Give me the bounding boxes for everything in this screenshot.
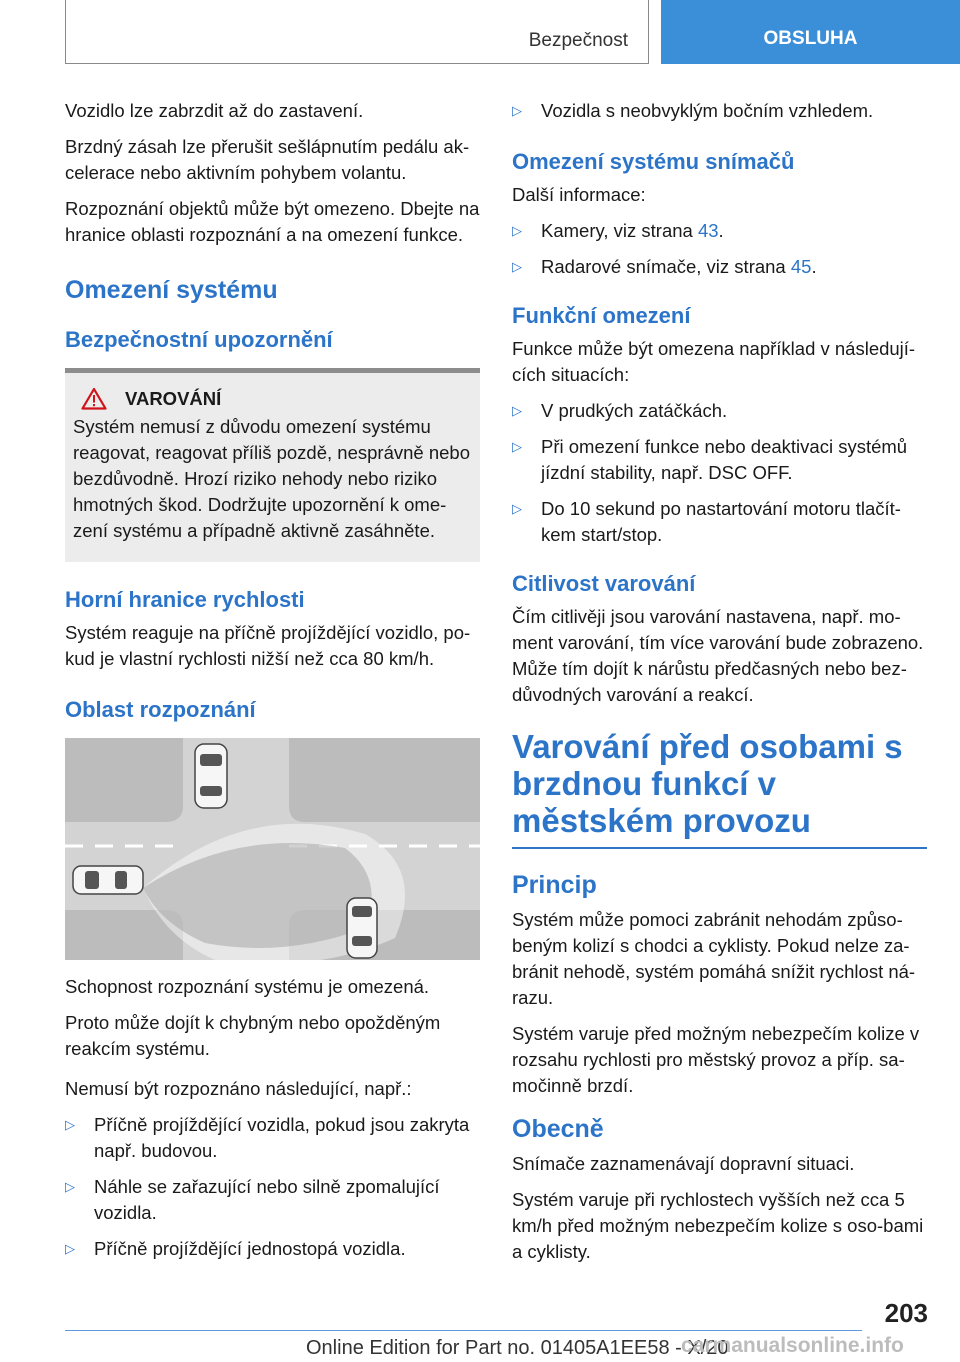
heading-pedestrian-warning: Varování před osobami s brzdnou funkcí v městském provozu <box>512 728 903 839</box>
heading-speed-limit: Horní hranice rychlosti <box>65 587 305 612</box>
heading-functional-limits: Funkční omezení <box>512 303 691 328</box>
triangle-bullet-icon: ▷ <box>65 1241 75 1256</box>
warning-title: VAROVÁNÍ <box>125 387 222 409</box>
heading-sensor-limits: Omezení systému snímačů <box>512 149 795 174</box>
left-column <box>65 98 480 1272</box>
paragraph: Proto může dojít k chybným nebo opožděným reakcím systému. <box>65 1012 441 1059</box>
warning-text: Systém nemusí z důvodu omezení systému reagovat, reagovat příliš pozdě, nesprávně nebo bezdůvodně. Hrozí riziko nehody nebo riziko hmotných škod. Dodržujte upozornění k ome-zení systému a případně aktivně zasáhněte. <box>73 416 470 541</box>
paragraph: Funkce může být omezena například v následují-cích situacích: <box>512 338 916 385</box>
triangle-bullet-icon: ▷ <box>512 103 522 118</box>
list-item: ▷ Příčně projíždějící jednostopá vozidla. <box>65 1236 480 1262</box>
paragraph: Čím citlivěji jsou varování nastavena, např. mo-ment varování, tím více varování bude zobrazeno. Může tím dojít k nárůstu předčasných nebo bez-důvodných varování a reakcí. <box>512 606 924 705</box>
triangle-bullet-icon: ▷ <box>65 1179 75 1194</box>
heading-system-limits: Omezení systému <box>65 276 278 304</box>
heading-safety-notes: Bezpečnostní upozornění <box>65 327 333 352</box>
warning-box <box>65 368 480 562</box>
list-item: ▷ V prudkých zatáčkách. <box>512 398 927 424</box>
right-column <box>512 98 927 1275</box>
heading-rule <box>512 847 927 849</box>
triangle-bullet-icon: ▷ <box>512 439 522 454</box>
paragraph: Systém varuje před možným nebezpečím kolize v rozsahu rychlosti pro městský provoz a příp. sa-močinně brzdí. <box>512 1023 920 1096</box>
section-title: Bezpečnost <box>528 30 628 51</box>
list-item: ▷ Do 10 sekund po nastartování motoru tlačít-kem start/stop. <box>512 498 901 545</box>
list-item: ▷ Vozidla s neobvyklým bočním vzhledem. <box>512 98 927 124</box>
warning-header <box>73 387 472 410</box>
paragraph: Systém varuje při rychlostech vyšších než cca 5 km/h před možným nebezpečím kolize s oso-bami a cyklisty. <box>512 1189 924 1262</box>
continued-list <box>512 98 927 124</box>
header-section-box <box>65 0 649 64</box>
paragraph: Systém reaguje na příčně projíždějící vozidlo, po-kud je vlastní rychlosti nižší než cca 80 km/h. <box>65 622 471 669</box>
triangle-bullet-icon: ▷ <box>512 223 522 238</box>
edition-text: Online Edition for Part no. 01405A1EE58 - X/20 <box>306 1337 729 1359</box>
triangle-bullet-icon: ▷ <box>512 403 522 418</box>
watermark: carmanualsonline.info <box>681 1334 904 1357</box>
sensor-list <box>512 218 927 280</box>
heading-warning-sensitivity: Citlivost varování <box>512 571 696 596</box>
paragraph: Rozpoznání objektů může být omezeno. Dbejte na hranice oblasti rozpoznání a na omezení funkce. <box>65 198 480 245</box>
paragraph: Vozidlo lze zabrzdit až do zastavení. <box>65 100 364 121</box>
page-link-45[interactable]: 45 <box>790 256 812 277</box>
heading-detection-area: Oblast rozpoznání <box>65 697 256 722</box>
paragraph: Nemusí být rozpoznáno následující, např.: <box>65 1078 412 1099</box>
triangle-bullet-icon: ▷ <box>65 1117 75 1132</box>
triangle-bullet-icon: ▷ <box>512 259 522 274</box>
functional-limits-list <box>512 398 927 548</box>
paragraph: Snímače zaznamenávají dopravní situaci. <box>512 1153 855 1174</box>
paragraph: Systém může pomoci zabránit nehodám způso-beným kolizí s chodci a cyklisty. Pokud nelze za-bránit nehodě, systém pomáhá snížit rychlost ná-razu. <box>512 909 916 1008</box>
page-link-43[interactable]: 43 <box>697 220 719 241</box>
paragraph: Další informace: <box>512 184 646 205</box>
heading-general: Obecně <box>512 1115 604 1143</box>
page-number: 203 <box>884 1298 928 1328</box>
list-item: ▷ Náhle se zařazující nebo silně zpomalující vozidla. <box>65 1176 440 1223</box>
list-item: ▷ Příčně projíždějící vozidla, pokud jsou zakryta např. budovou. <box>65 1114 470 1161</box>
chapter-tab: OBSLUHA <box>661 0 960 64</box>
paragraph: Schopnost rozpoznání systému je omezená. <box>65 976 430 997</box>
detection-limits-list <box>65 1112 480 1262</box>
list-item: ▷ Při omezení funkce nebo deaktivaci systémů jízdní stability, např. DSC OFF. <box>512 436 908 483</box>
intersection-diagram <box>65 738 480 960</box>
warning-triangle-icon <box>81 387 107 410</box>
paragraph: Brzdný zásah lze přerušit sešlápnutím pedálu ak-celerace nebo aktivním pohybem volantu. <box>65 136 470 183</box>
list-item: ▷ Kamery, viz strana 43. <box>512 218 927 244</box>
list-item: ▷ Radarové snímače, viz strana 45. <box>512 254 927 280</box>
footer-rule <box>65 1330 862 1331</box>
triangle-bullet-icon: ▷ <box>512 501 522 516</box>
heading-principle: Princip <box>512 871 597 899</box>
detection-area-illustration <box>65 738 480 960</box>
